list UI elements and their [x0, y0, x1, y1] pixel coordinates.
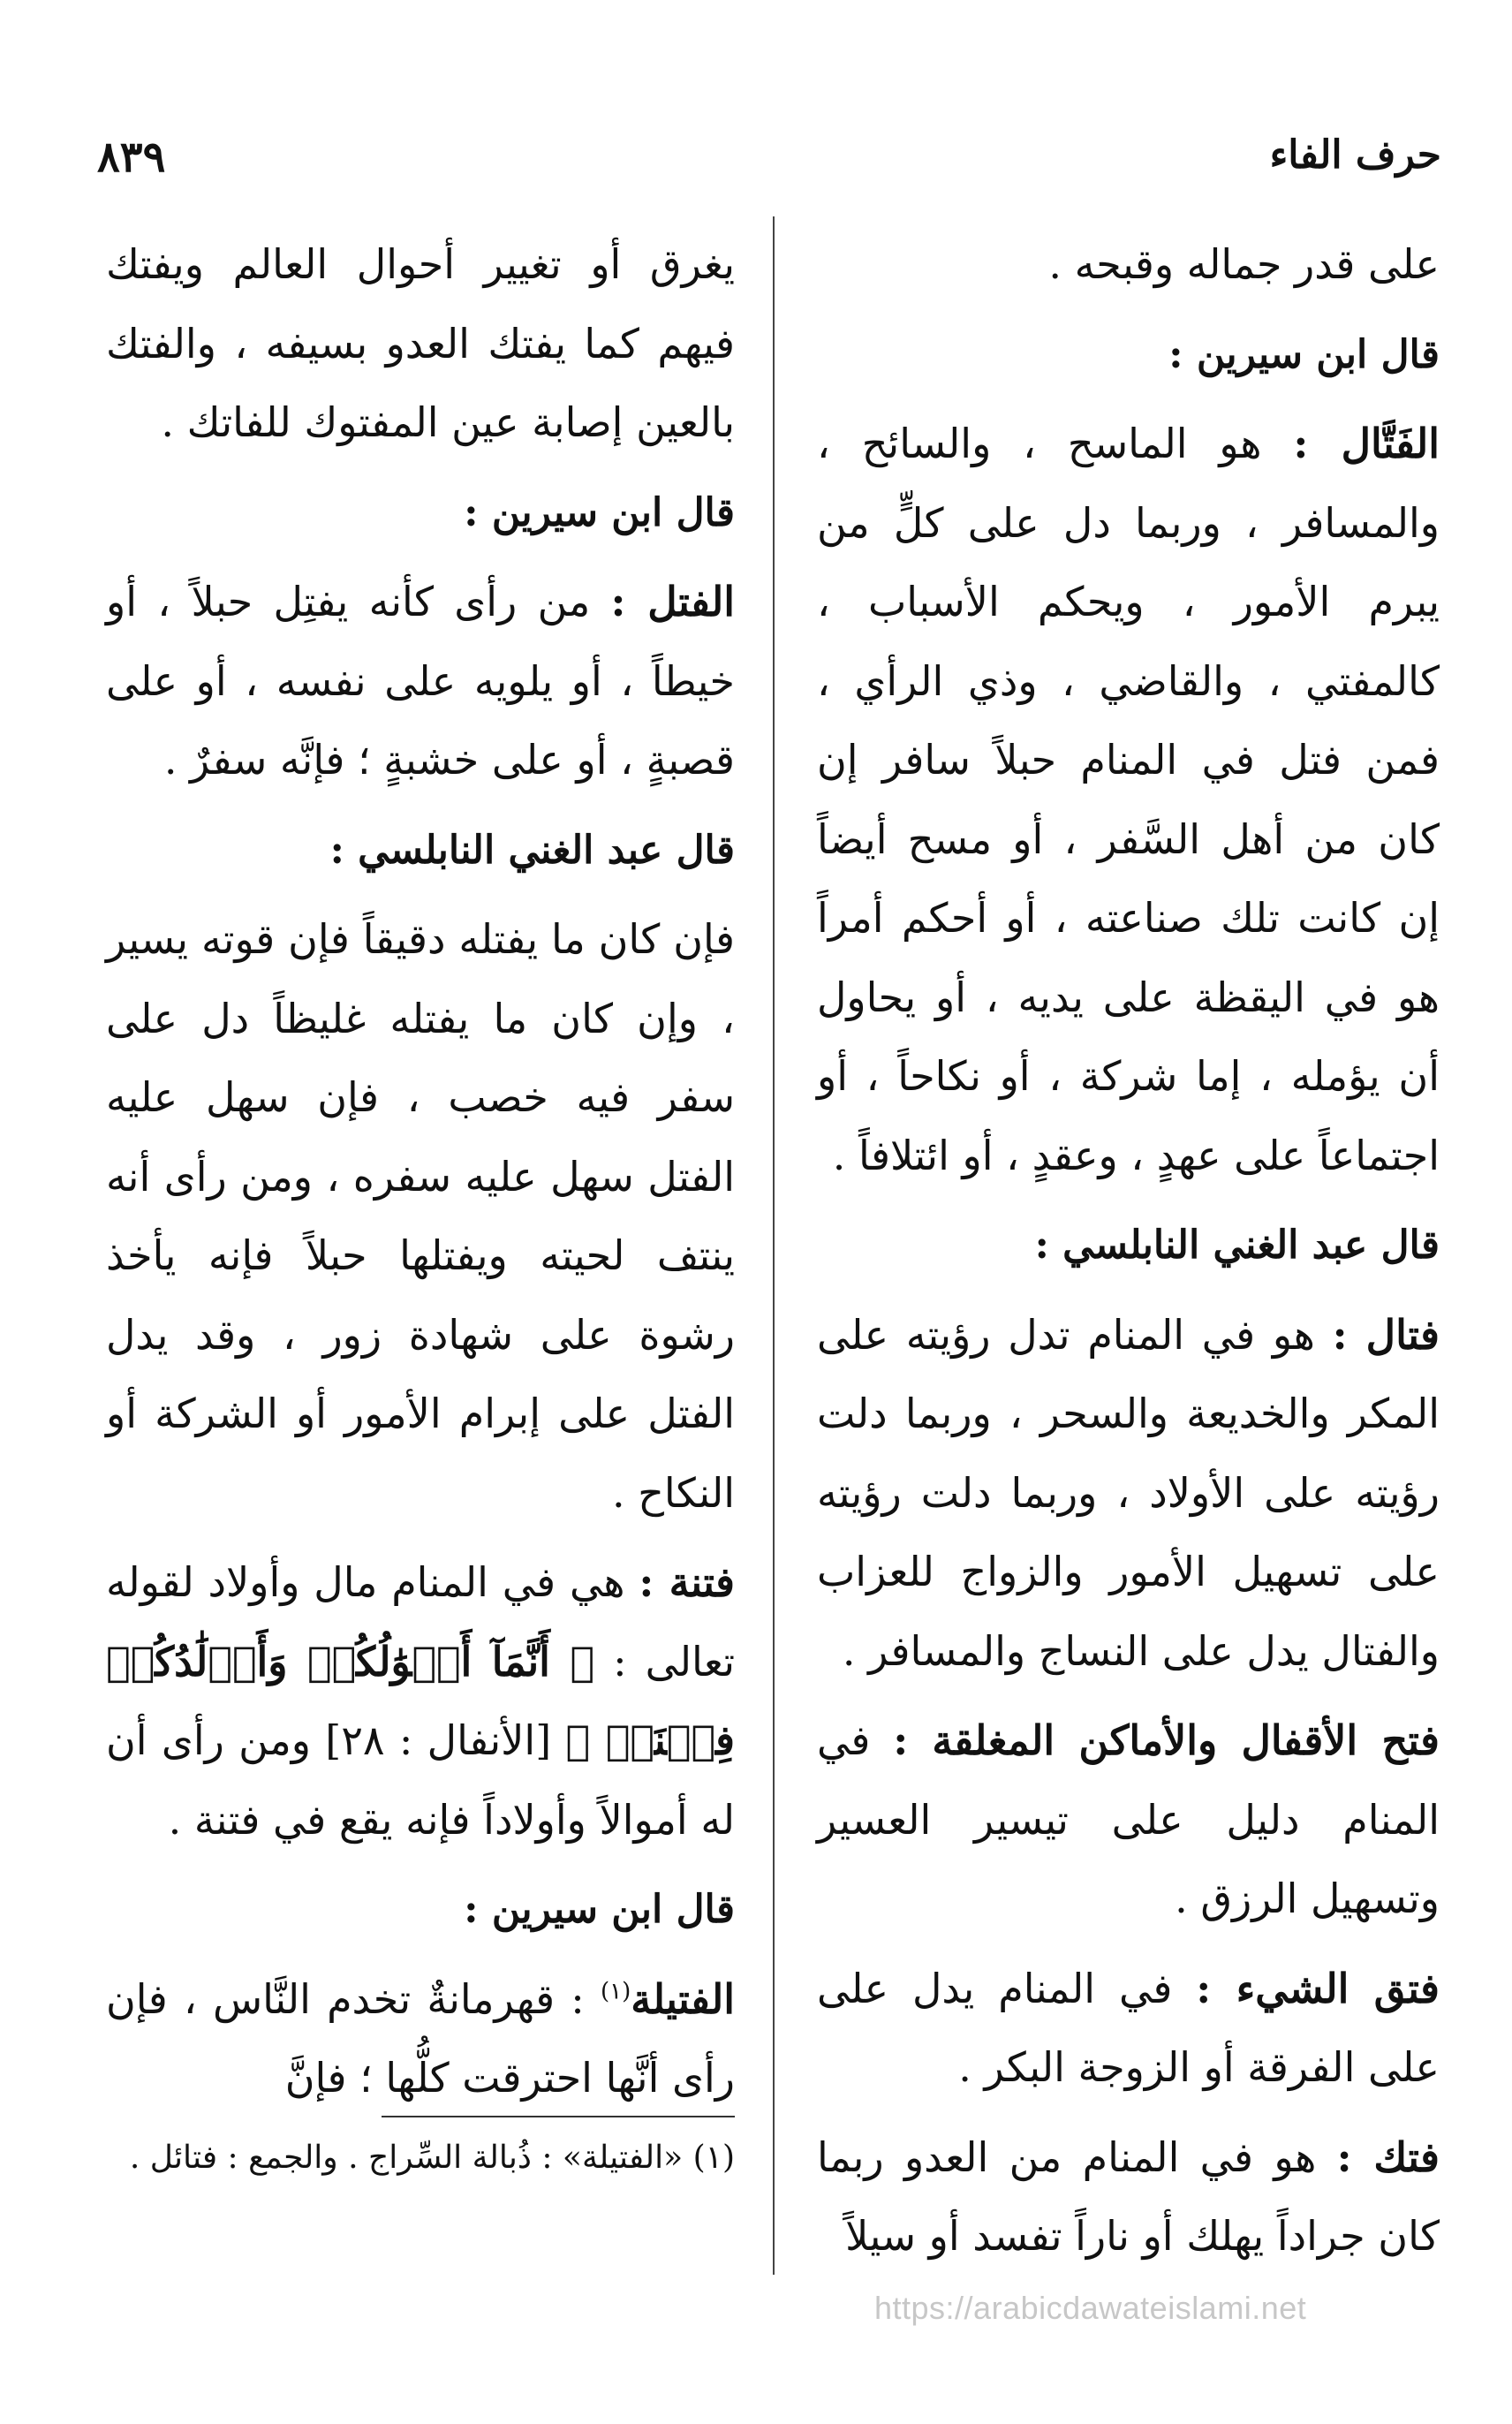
section-heading: قال عبد الغني النابلسي : — [1034, 1223, 1440, 1268]
entry-text: هي في المنام مال وأولاد لقوله تعالى : — [106, 1558, 735, 1685]
entry-term: فتك : — [1336, 2132, 1440, 2181]
entry-text: هو الماسح ، والسائح ، والمسافر ، وربما دل على كلٍّ من يبرم الأمور ، ويحكم الأسباب ، كالمفتي ، والقاضي ، وذي الرأي ، فمن فتل في المنام حبلاً سافر إن كان من أهل السَّفر ، أو مسح أيضاً إن كانت تلك صناعته ، أو أحكم أمراً هو في اليقظة على يديه ، أو يحاول أن يؤمله ، إما شركة ، أو نكاحاً ، أو اجتماعاً على عهدٍ ، وعقدٍ ، أو ائتلافاً . — [817, 420, 1440, 1179]
entry — [817, 1701, 1440, 1939]
footnote — [106, 2125, 735, 2191]
entry-term: الفَتَّال : — [1293, 420, 1440, 467]
entry-text: [الأنفال : ٢٨] ومن رأى أن له أموالاً وأولاداً فإنه يقع في فتنة . — [106, 1716, 735, 1844]
column-divider — [773, 216, 775, 2275]
footnote-rule — [382, 2116, 735, 2117]
chapter-title: حرف الفاء — [1269, 133, 1441, 178]
section-heading: قال ابن سيرين : — [1168, 331, 1440, 377]
entry-text: : قهرمانةٌ تخدم النَّاس ، فإن رأى أنَّها احترقت كلُّها ؛ فإنَّ — [106, 1974, 735, 2102]
watermark-url: https://arabicdawateislami.net — [874, 2290, 1307, 2326]
entry-text: في المنام يدل على على الفرقة أو الزوجة البكر . — [817, 1964, 1440, 2091]
page-header — [88, 133, 1441, 212]
paragraph: فإن كان ما يفتله دقيقاً فإن قوته يسير ، وإن كان ما يفتله غليظاً دل على سفر فيه خصب ، فإن سهل عليه الفتل سهل عليه سفره ، ومن رأى أنه ينتف لحيته ويفتلها حبلاً فإنه يأخذ رشوة على شهادة زور ، وقد يدل الفتل على إبرام الأمور أو الشركة أو النكاح . — [106, 915, 735, 1517]
entry — [106, 563, 735, 800]
entry — [106, 1960, 735, 2118]
footnote-ref: (١) — [601, 1978, 631, 2005]
section-heading: قال ابن سيرين : — [464, 1887, 735, 1932]
entry-text: هو في المنام من العدو ربما كان جراداً يهلك أو ناراً تفسد أو سيلاً — [817, 2132, 1440, 2260]
entry-term: فتق الشيء : — [1196, 1964, 1440, 2012]
entry — [817, 405, 1440, 1195]
entry-text: في المنام دليل على تيسير العسير وتسهيل الرزق . — [817, 1716, 1440, 1922]
section-heading: قال ابن سيرين : — [464, 489, 735, 535]
right-column — [817, 225, 1440, 2287]
section-heading: قال عبد الغني النابلسي : — [329, 827, 735, 873]
left-column — [106, 225, 735, 2129]
entry-text: من رأى كأنه يفتِل حبلاً ، أو خيطاً ، أو يلويه على نفسه ، أو على قصبةٍ ، أو على خشبةٍ ؛ فإنَّه سفرٌ . — [106, 578, 735, 784]
entry-term: فتنة : — [639, 1558, 735, 1606]
footnote-marker: (١) — [692, 2140, 735, 2176]
page-number: ٨٣٩ — [97, 133, 166, 182]
entry — [106, 1543, 735, 1860]
quran-verse: ﴿ أَنَّمَآ أَمۡوَٰلُكُمۡ وَأَوۡلَٰدُكُمۡ فِتۡنَةٞ ﴾ — [106, 1637, 735, 1764]
entry — [817, 2118, 1440, 2276]
entry-term: الفتل : — [610, 578, 735, 625]
entry-text: هو في المنام تدل رؤيته على المكر والخديعة والسحر ، وربما دلت رؤيته على الأولاد ، وربما دلت رؤيته على تسهيل الأمور والزواج للعزاب والفتال يدل على النساج والمسافر . — [817, 1310, 1440, 1675]
entry-term: الفتيلة — [631, 1974, 735, 2023]
paragraph: على قدر جماله وقبحه . — [1048, 240, 1440, 288]
entry-term: فتح الأقفال والأماكن المغلقة : — [893, 1716, 1440, 1764]
entry-term: فتال : — [1332, 1310, 1440, 1359]
entry — [817, 1296, 1440, 1692]
footnote-text: «الفتيلة» : ذُبالة السِّراج . والجمع : فتائل . — [129, 2140, 693, 2176]
entry — [817, 1950, 1440, 2108]
paragraph: يغرق أو تغيير أحوال العالم ويفتك فيهم كما يفتك العدو بسيفه ، والفتك بالعين إصابة عين المفتوك للفاتك . — [106, 240, 735, 446]
